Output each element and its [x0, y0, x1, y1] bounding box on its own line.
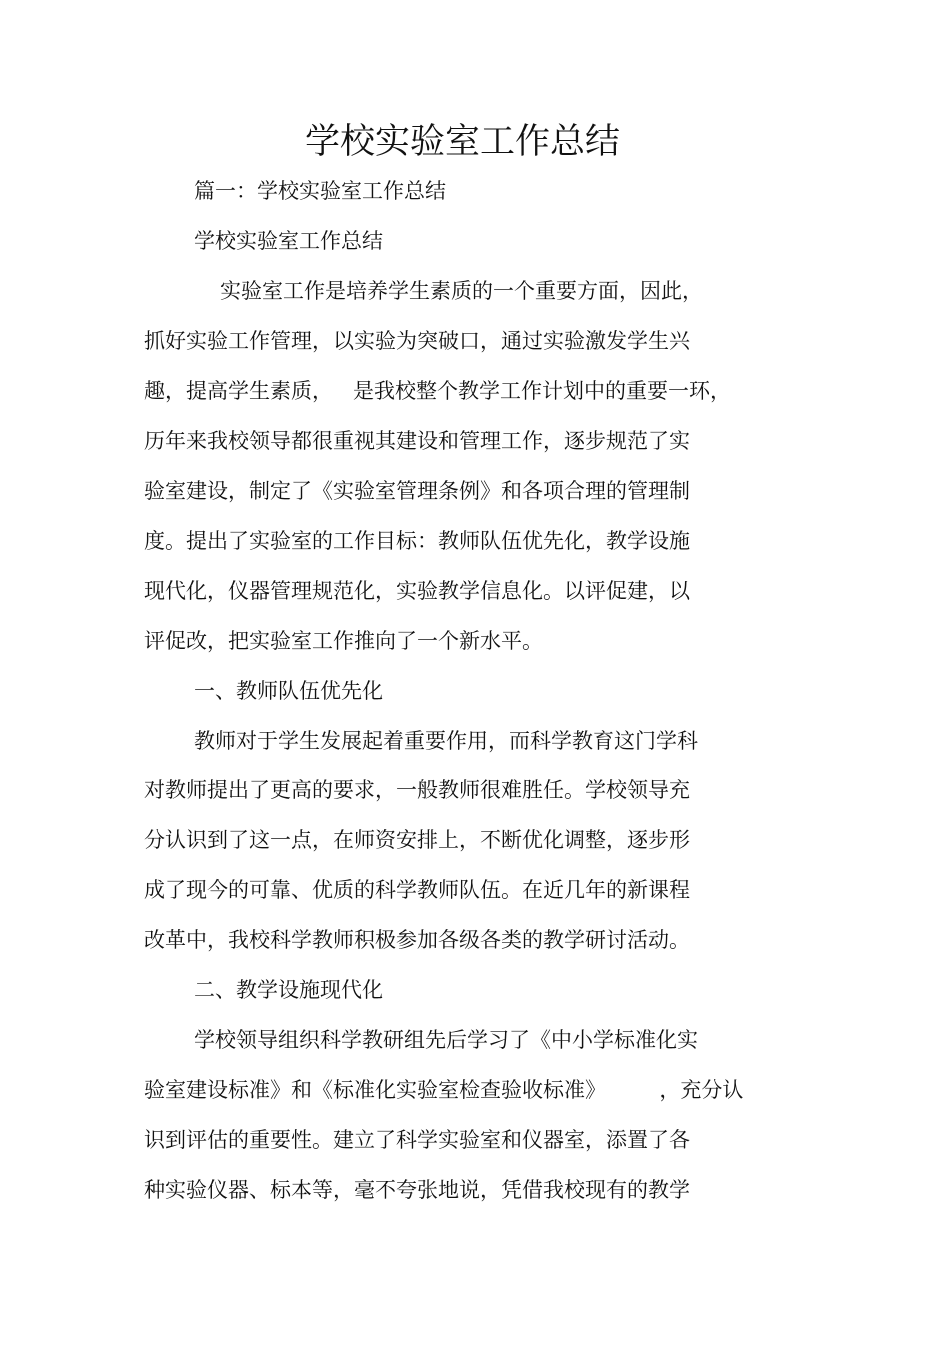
paragraph-line: 评促改，把实验室工作推向了一个新水平。 [144, 629, 543, 653]
paragraph-line: 验室建设，制定了《实验室管理条例》和各项合理的管理制 [144, 479, 690, 503]
paragraph-line: 验室建设标准》和《标准化实验室检查验收标准》 ，充分认 [144, 1078, 744, 1102]
paragraph-line: 识到评估的重要性。建立了科学实验室和仪器室，添置了各 [144, 1128, 690, 1152]
paragraph-line: 对教师提出了更高的要求，一般教师很难胜任。学校领导充 [144, 778, 690, 802]
document-title: 学校实验室工作总结 [304, 122, 620, 162]
paragraph-line: 实验室工作是培养学生素质的一个重要方面，因此， [220, 279, 703, 303]
paragraph-line: 教师对于学生发展起着重要作用，而科学教育这门学科 [194, 729, 698, 753]
paragraph-line: 种实验仪器、标本等，毫不夸张地说，凭借我校现有的教学 [144, 1178, 690, 1202]
section-heading: 一、教师队伍优先化 [194, 679, 383, 703]
paragraph-line: 趣，提高学生素质， 是我校整个教学工作计划中的重要一环， [144, 379, 732, 403]
paragraph-line: 度。提出了实验室的工作目标：教师队伍优先化，教学设施 [144, 529, 690, 553]
paragraph-line: 改革中，我校科学教师积极参加各级各类的教学研讨活动。 [144, 928, 690, 952]
section-heading: 篇一：学校实验室工作总结 [194, 179, 446, 203]
paragraph-line: 现代化，仪器管理规范化，实验教学信息化。以评促建，以 [144, 579, 690, 603]
subheading: 学校实验室工作总结 [194, 229, 383, 253]
section-heading: 二、教学设施现代化 [194, 978, 383, 1002]
paragraph-line: 学校领导组织科学教研组先后学习了《中小学标准化实 [194, 1028, 698, 1052]
paragraph-line: 历年来我校领导都很重视其建设和管理工作，逐步规范了实 [144, 429, 690, 453]
paragraph-line: 成了现今的可靠、优质的科学教师队伍。在近几年的新课程 [144, 878, 690, 902]
paragraph-line: 分认识到了这一点，在师资安排上，不断优化调整，逐步形 [144, 828, 690, 852]
paragraph-line: 抓好实验工作管理，以实验为突破口，通过实验激发学生兴 [144, 329, 690, 353]
